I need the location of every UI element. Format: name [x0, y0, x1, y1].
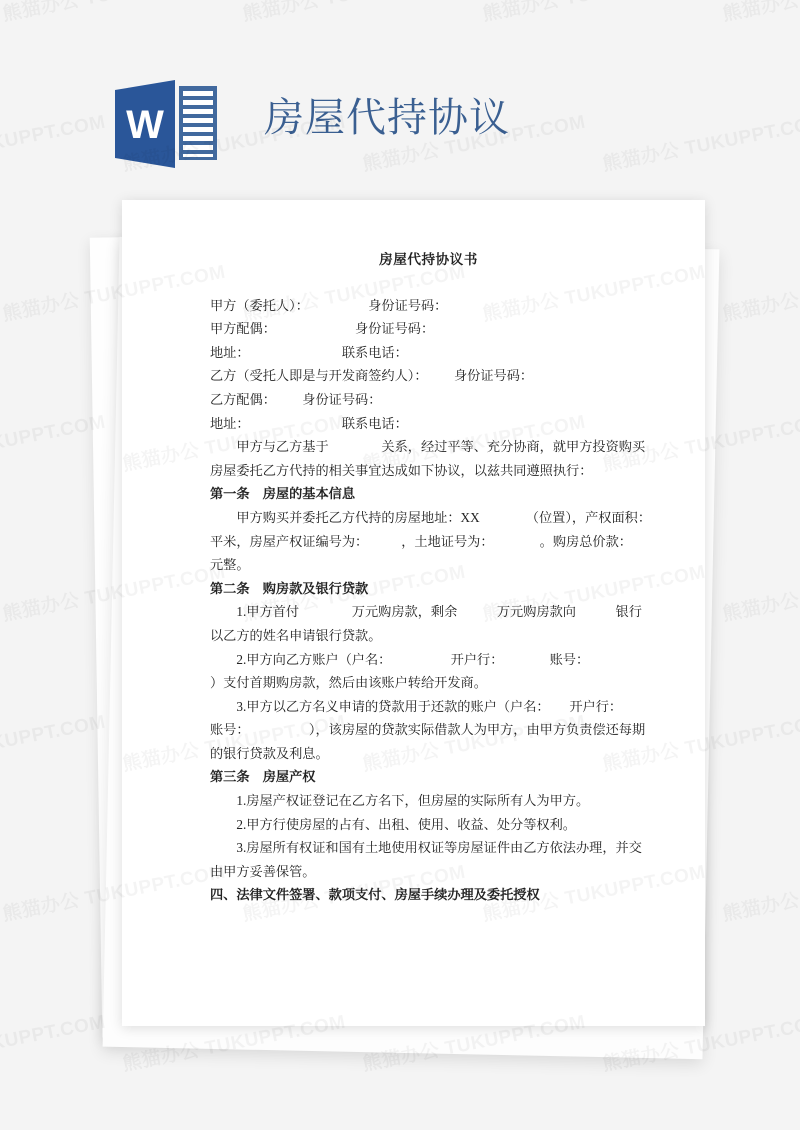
document-paragraph: 乙方（受托人即是与开发商签约人）： 身份证号码： — [210, 368, 534, 384]
document-paragraph: 甲方配偶： 身份证号码： — [210, 321, 435, 337]
document-paragraph: 2.甲方向乙方账户（户名： 开户行： 账号： ）支付首期购房款，然后由该账户转给开发商。 — [210, 651, 689, 691]
document-heading: 四、法律文件签署、款项支付、房屋手续办理及委托授权 — [210, 887, 540, 903]
document-paragraph: 2.甲方行使房屋的占有、出租、使用、收益、处分等权利。 — [210, 816, 576, 832]
word-document-icon — [113, 80, 219, 168]
document-paragraph: 3.甲方以乙方名义申请的贷款用于还款的账户（户名： 开户行： 账号： ），该房屋的贷款实际借款人为甲方，由甲方负责偿还每期的银行贷款及利息。 — [210, 698, 669, 761]
document-paragraph: 甲方购买并委托乙方代持的房屋地址：XX （位置），产权面积： 平米，房屋产权证编号为： ，土地证号为： 。购房总价款： 元整。 — [210, 509, 698, 573]
document-paragraph-list — [210, 294, 698, 907]
document-paragraph: 地址： 联系电话： — [210, 344, 408, 360]
document-paragraph: 甲方与乙方基于 关系，经过平等、充分协商，就甲方投资购买房屋委托乙方代持的相关事宜达成如下协议，以兹共同遵照执行： — [210, 439, 646, 478]
document-paragraph: 地址： 联系电话： — [210, 415, 408, 431]
document-page[interactable] — [122, 200, 705, 1026]
page-title: 房屋代持协议 — [264, 96, 510, 140]
document-body — [122, 200, 705, 1026]
document-paragraph: 3.房屋所有权证和国有土地使用权证等房屋证件由乙方依法办理，并交由甲方妥善保管。 — [210, 840, 642, 879]
document-heading: 第三条 房屋产权 — [210, 769, 316, 785]
document-paragraph: 乙方配偶： 身份证号码： — [210, 391, 382, 407]
document-paragraph: 1.甲方首付 万元购房款，剩余 万元购房款向 银行以乙方的姓名申请银行贷款。 — [210, 604, 642, 643]
document-heading: 第二条 购房款及银行贷款 — [210, 580, 369, 596]
document-heading: 第一条 房屋的基本信息 — [210, 486, 356, 502]
document-title: 房屋代持协议书 — [379, 252, 478, 267]
document-paragraph: 甲方（委托人）： 身份证号码： — [210, 297, 448, 313]
svg-text:W: W — [126, 103, 164, 147]
page-header — [0, 0, 800, 190]
document-paragraph: 1.房屋产权证登记在乙方名下，但房屋的实际所有人为甲方。 — [210, 793, 590, 809]
